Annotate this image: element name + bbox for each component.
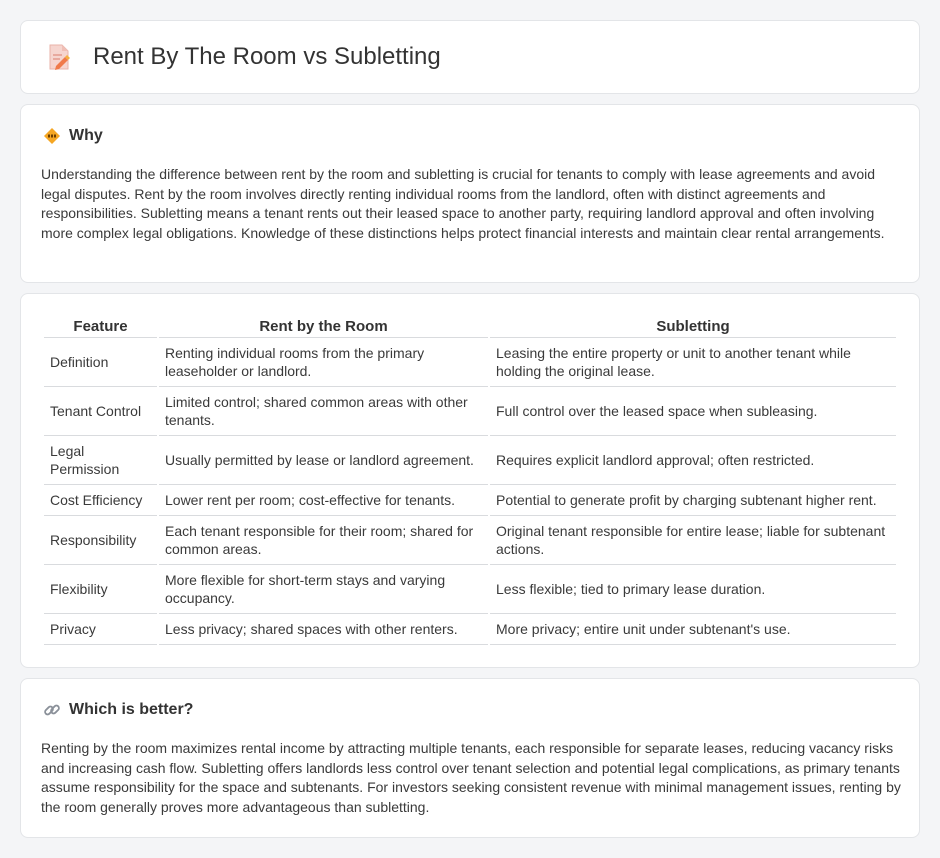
table-header-row <box>44 316 896 338</box>
table-row <box>44 516 896 565</box>
header-card <box>20 20 920 94</box>
column-header: Feature <box>44 316 157 338</box>
table-row <box>44 485 896 516</box>
diamond-sign-icon <box>43 127 61 145</box>
why-card <box>20 104 920 283</box>
feature-cell: Flexibility <box>44 565 157 614</box>
feature-cell: Cost Efficiency <box>44 485 157 516</box>
rent-by-room-cell: Usually permitted by lease or landlord agreement. <box>159 436 488 485</box>
table-row <box>44 565 896 614</box>
better-card <box>20 678 920 838</box>
feature-cell: Definition <box>44 338 157 387</box>
table-row <box>44 436 896 485</box>
table-row <box>44 387 896 436</box>
subletting-cell: Requires explicit landlord approval; often restricted. <box>490 436 896 485</box>
better-title: Which is better? <box>69 701 194 718</box>
subletting-cell: Leasing the entire property or unit to another tenant while holding the original lease. <box>490 338 896 387</box>
rent-by-room-cell: Each tenant responsible for their room; shared for common areas. <box>159 516 488 565</box>
subletting-cell: More privacy; entire unit under subtenant's use. <box>490 614 896 645</box>
better-heading <box>43 701 193 719</box>
subletting-cell: Less flexible; tied to primary lease duration. <box>490 565 896 614</box>
why-text: Understanding the difference between rent by the room and subletting is crucial for tenants to comply with lease agreements and avoid legal disputes. Rent by the room involves directly renting individual rooms from the landlord, often with distinct agreements and responsibilities. Subletting means a tenant rents out their leased space to another party, requiring landlord approval and often involving more complex legal obligations. Knowledge of these distinctions helps protect financial interests and maintain clear rental arrangements. <box>41 166 885 241</box>
feature-cell: Tenant Control <box>44 387 157 436</box>
subletting-cell: Potential to generate profit by charging subtenant higher rent. <box>490 485 896 516</box>
subletting-cell: Original tenant responsible for entire lease; liable for subtenant actions. <box>490 516 896 565</box>
why-heading <box>43 127 103 145</box>
table-row <box>44 338 896 387</box>
comparison-table <box>42 316 898 645</box>
table-card <box>20 293 920 668</box>
rent-by-room-cell: Limited control; shared common areas with other tenants. <box>159 387 488 436</box>
rent-by-room-cell: Lower rent per room; cost-effective for tenants. <box>159 485 488 516</box>
subletting-cell: Full control over the leased space when subleasing. <box>490 387 896 436</box>
column-header: Rent by the Room <box>159 316 488 338</box>
document-edit-icon <box>47 43 71 71</box>
why-title: Why <box>69 127 103 144</box>
feature-cell: Responsibility <box>44 516 157 565</box>
page-title: Rent By The Room vs Subletting <box>93 43 441 70</box>
link-icon <box>43 701 61 719</box>
rent-by-room-cell: Less privacy; shared spaces with other renters. <box>159 614 488 645</box>
better-text: Renting by the room maximizes rental income by attracting multiple tenants, each responsible for separate leases, reducing vacancy risks and increasing cash flow. Subletting offers landlords less control over tenant selection and potential legal complications, as primary tenants assume responsibility for the space and subtenants. For investors seeking consistent revenue with minimal management issues, renting by the room generally proves more advantageous than subletting. <box>41 740 901 815</box>
rent-by-room-cell: More flexible for short-term stays and varying occupancy. <box>159 565 488 614</box>
feature-cell: Legal Permission <box>44 436 157 485</box>
title-row <box>47 43 441 71</box>
column-header: Subletting <box>490 316 896 338</box>
feature-cell: Privacy <box>44 614 157 645</box>
rent-by-room-cell: Renting individual rooms from the primary leaseholder or landlord. <box>159 338 488 387</box>
table-row <box>44 614 896 645</box>
